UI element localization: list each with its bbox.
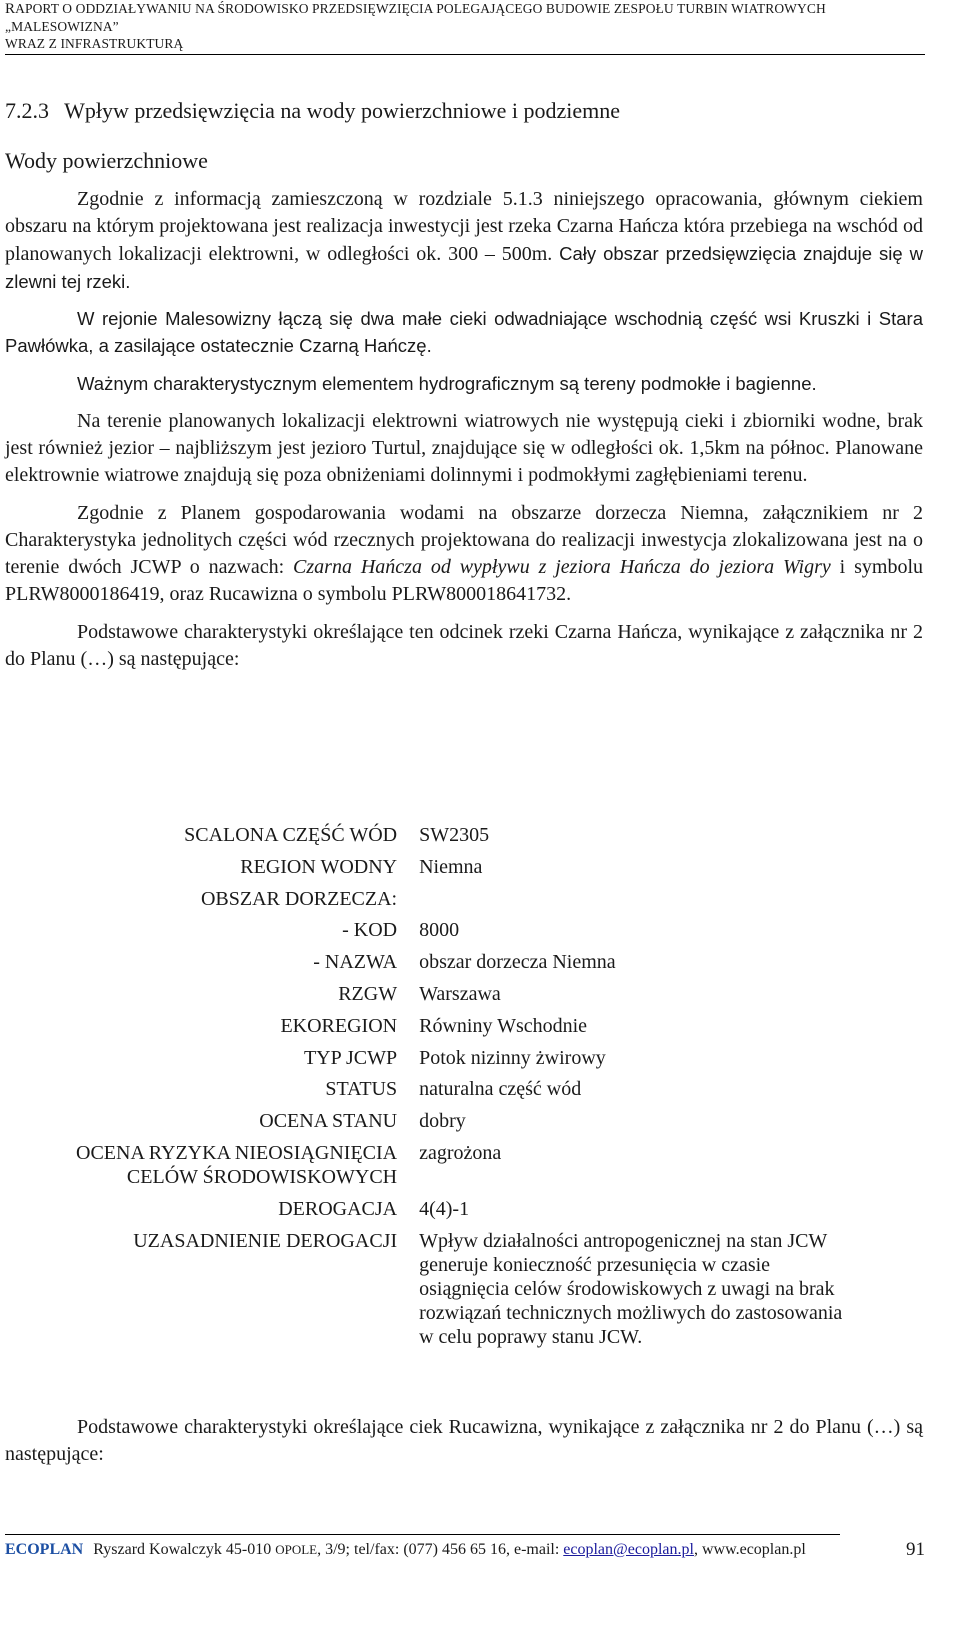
table-row-key: - KOD [342, 919, 398, 942]
paragraph-4-text-b: Planowane elektrownie wiatrowe znajdują się poza obniżeniami dolinnymi i podmokłymi zagłębieniami terenu. [5, 437, 923, 486]
footer-author: Ryszard Kowalczyk [93, 1541, 222, 1558]
paragraph-3: Ważnym charakterystycznym elementem hydrograficznym są tereny podmokłe i bagienne. [77, 373, 817, 394]
table-row-key: OBSZAR DORZECZA: [200, 887, 398, 910]
table-row-key: TYP JCWP [303, 1046, 398, 1069]
table-row-key: EKOREGION [280, 1014, 398, 1037]
body-block-1 [5, 186, 923, 673]
paragraph-5-text-a: Zgodnie z Planem gospodarowania wodami na obszarze dorzecza Niemna, załącznikiem nr 2 Charakterystyka jednolitych części wód rzecznych projektowana do realizacji inwestycja zlokalizowana jest na o terenie dwóch JCWP o nazwach: [5, 502, 923, 578]
table-row-key: REGION WODNY [240, 855, 398, 878]
header-initial: R [5, 1, 16, 17]
table-row [76, 887, 849, 919]
section-heading [5, 98, 620, 124]
table-row [76, 1109, 849, 1141]
table-row-key: - NAZWA [313, 951, 398, 974]
table-row [76, 1229, 849, 1349]
footer-email-link[interactable]: ecoplan@ecoplan.pl [563, 1541, 694, 1558]
table-row-value: zagrożona [419, 1141, 502, 1164]
table-row-key: UZASADNIENIE DEROGACJI [133, 1229, 398, 1252]
page-number: 91 [906, 1539, 925, 1560]
paragraph-4 [5, 408, 923, 489]
table-row [76, 823, 849, 855]
table-row-key: OCENA RYZYKA NIEOSIĄGNIĘCIA CELÓW ŚRODOWISKOWYCH [76, 1141, 398, 1188]
footer-address: , 3/9; tel/fax: (077) 456 65 16, e-mail: [317, 1541, 560, 1558]
table-row-value: Potok nizinny żwirowy [419, 1046, 606, 1069]
table-row-value: Niemna [419, 855, 483, 878]
table-row-key: RZGW [338, 982, 398, 1005]
footer-brand: ECOPLAN [5, 1541, 84, 1558]
table-row-value: 8000 [419, 919, 460, 942]
paragraph-7: Podstawowe charakterystyki określające ciek Rucawizna, wynikające z załącznika nr 2 do Planu (…) są następujące: [5, 1416, 923, 1465]
paragraph-5-text-b: i symbolu PLRW8000186419, oraz Rucawizna o symbolu PLRW800018641732. [5, 556, 924, 605]
table-row [76, 918, 849, 950]
table-row-value: naturalna część wód [419, 1078, 582, 1101]
table-row-value [419, 887, 849, 919]
paragraph-5-italic-name: Czarna Hańcza od wypływu z jeziora Hańcza do jeziora Wigry [293, 556, 831, 578]
page-header [5, 0, 925, 55]
paragraph-5 [5, 500, 923, 608]
body-block-2 [5, 1414, 923, 1468]
table-row-value: Wpływ działalności antropogenicznej na stan JCW generuje konieczność przesunięcia w czasie osiągnięcia celów środowiskowych z uwagi na brak rozwiązań technicznych możliwych do zastosowania w celu poprawy stanu JCW. [419, 1229, 843, 1348]
table-row-key: STATUS [325, 1078, 398, 1101]
paragraph-1-text-a: Zgodnie z informacją zamieszczoną w rozdziale 5.1.3 niniejszego opracowania, głównym ciekiem obszaru na którym projektowana jest realizacja inwestycji jest rzeka Czarna Hańcza która przebiega na wschód od planowanych lokalizacji elektrowni, w odległości ok. 300 – 500m. [5, 188, 923, 265]
paragraph-1 [5, 186, 923, 296]
subsection-heading: Wody powierzchniowe [5, 148, 208, 173]
table-row [76, 855, 849, 887]
footer-website[interactable]: www.ecoplan.pl [701, 1541, 806, 1558]
header-title: APORT O ODDZIAŁYWANIU NA ŚRODOWISKO PRZEDSIĘWZIĘCIA POLEGAJĄCEGO BUDOWIE ZESPOŁU TURBIN WIATROWYCH „MALESOWIZNA” [5, 1, 826, 34]
table-row [76, 950, 849, 982]
table-row [76, 1046, 849, 1078]
characteristics-table [76, 823, 849, 1349]
section-title: Wpływ przedsięwzięcia na wody powierzchniowe i podziemne [64, 98, 621, 123]
table-row [76, 1077, 849, 1109]
header-line-1 [5, 0, 925, 35]
table-row-value: SW2305 [419, 824, 490, 846]
table-row-value: Równiny Wschodnie [419, 1014, 588, 1037]
table-row-key: OCENA STANU [259, 1110, 398, 1133]
table-row [76, 982, 849, 1014]
footer-city: OPOLE [275, 1542, 318, 1557]
paragraph-2: W rejonie Malesowizny łączą się dwa małe cieki odwadniające wschodnią część wsi Kruszki i Stara Pawłówka, a zasilające ostatecznie Czarną Hańczę. [5, 308, 923, 356]
table-row [76, 1014, 849, 1046]
table-row [76, 1197, 849, 1229]
header-line-2: WRAZ Z INFRASTRUKTURĄ [5, 36, 184, 51]
paragraph-1-text-b: Cały obszar przedsięwzięcia znajduje się w zlewni tej rzeki. [5, 243, 923, 292]
table-row-key: SCALONA CZĘŚĆ WÓD [184, 824, 398, 846]
table-row-value: Warszawa [419, 982, 501, 1005]
paragraph-4-text-a: Na terenie planowanych lokalizacji elektrowni wiatrowych nie występują cieki i zbiorniki wodne, brak jest również jezior – najbliższym jest jezioro Turtul, znajdujące się w odległości ok. 1,5km na północ. [5, 410, 923, 459]
footer-rule [5, 1534, 840, 1535]
table-row-value: dobry [419, 1110, 466, 1133]
footer-postcode: 45-010 [225, 1541, 272, 1558]
section-number: 7.2.3 [5, 98, 49, 123]
table-row-value: obszar dorzecza Niemna [419, 951, 616, 974]
paragraph-6: Podstawowe charakterystyki określające ten odcinek rzeki Czarna Hańcza, wynikające z załącznika nr 2 do Planu (…) są następujące: [5, 621, 923, 670]
table-row-key: DEROGACJA [278, 1197, 398, 1220]
footer-separator: , [693, 1541, 698, 1558]
page-footer [5, 1540, 925, 1560]
table-row-value: 4(4)-1 [419, 1197, 470, 1220]
table-row [76, 1141, 849, 1197]
